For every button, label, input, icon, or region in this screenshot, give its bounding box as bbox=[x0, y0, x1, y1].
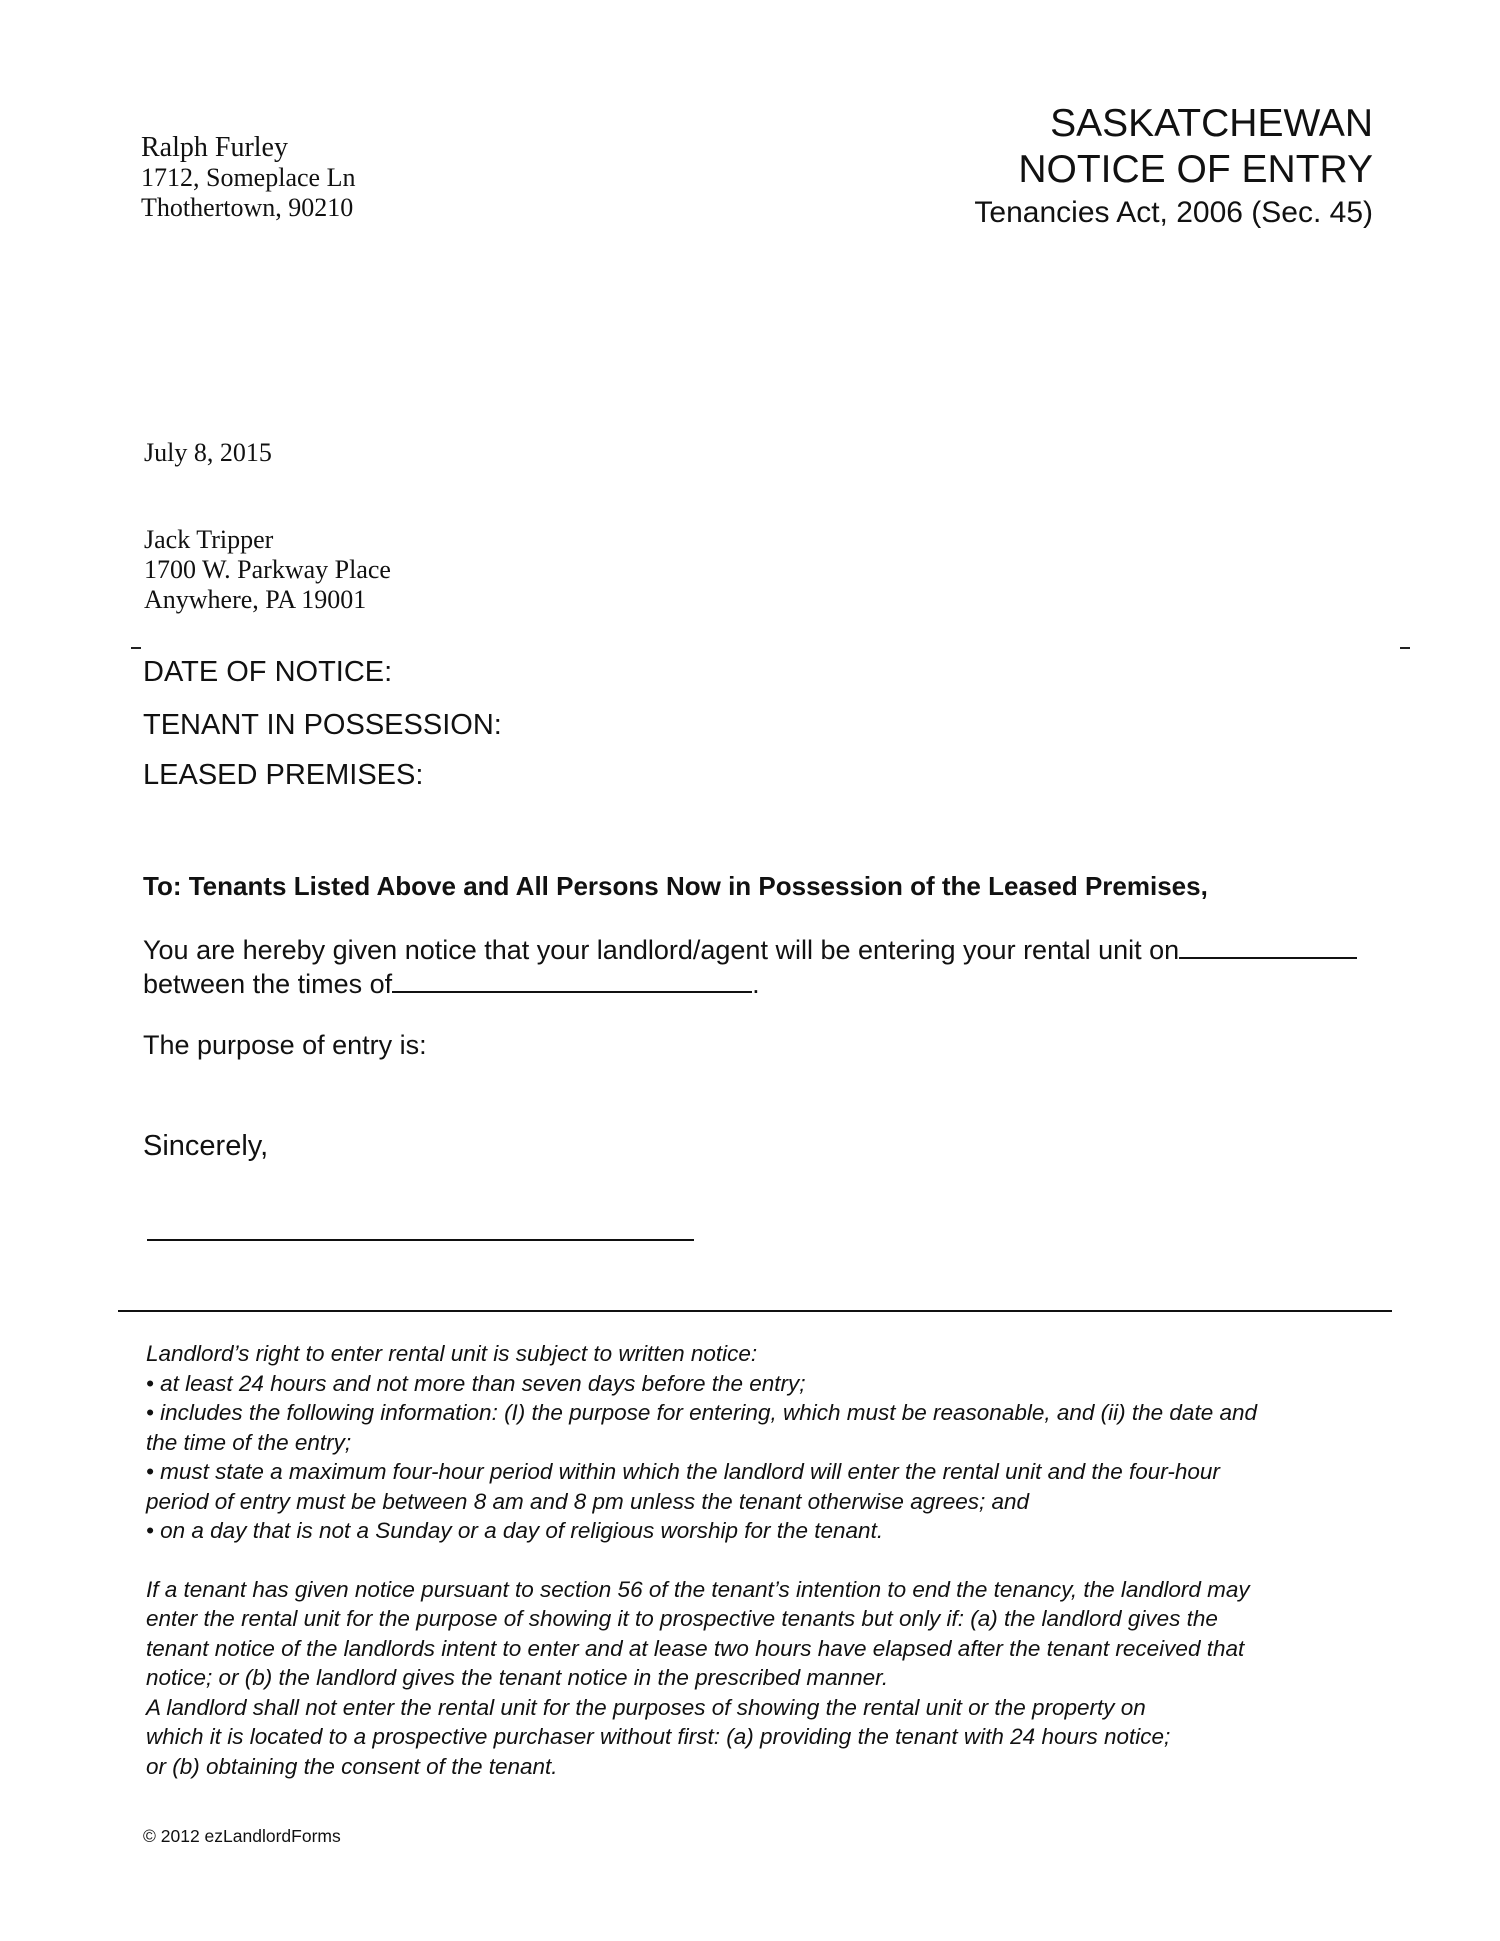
notes-line: Landlord’s right to enter rental unit is subject to written notice: bbox=[146, 1341, 758, 1366]
purpose-label: The purpose of entry is: bbox=[143, 1030, 427, 1060]
landlord-address bbox=[141, 133, 355, 223]
notes-line: tenant notice of the landlords intent to enter and at lease two hours have elapsed after the tenant received that bbox=[146, 1635, 1245, 1661]
entry-date-blank[interactable] bbox=[1179, 933, 1357, 959]
copyright-notice: © 2012 ezLandlordForms bbox=[143, 1826, 341, 1846]
form-title: NOTICE OF ENTRY bbox=[1018, 148, 1373, 191]
province-title: SASKATCHEWAN bbox=[1050, 102, 1373, 145]
notes-line: notice; or (b) the landlord gives the tenant notice in the prescribed manner. bbox=[146, 1665, 889, 1690]
notes-line: period of entry must be between 8 am and 8 pm unless the tenant otherwise agrees; and bbox=[146, 1488, 1030, 1514]
notice-body-line-2 bbox=[143, 967, 1363, 1001]
landlord-city: Thothertown, 90210 bbox=[141, 193, 354, 222]
tenant-city: Anywhere, PA 19001 bbox=[144, 585, 367, 614]
act-reference: Tenancies Act, 2006 (Sec. 45) bbox=[974, 196, 1373, 229]
signature-line[interactable] bbox=[147, 1239, 694, 1241]
date-of-notice-label: DATE OF NOTICE: bbox=[143, 656, 393, 688]
letter-date: July 8, 2015 bbox=[144, 438, 272, 467]
tenant-street: 1700 W. Parkway Place bbox=[144, 555, 391, 584]
notes-line: • must state a maximum four-hour period within which the landlord will enter the rental unit and the four-hour bbox=[146, 1459, 1220, 1484]
salutation: To: Tenants Listed Above and All Persons Now in Possession of the Leased Premises, bbox=[143, 871, 1208, 901]
tenant-in-possession-label: TENANT IN POSSESSION: bbox=[143, 709, 502, 741]
notes-line: the time of the entry; bbox=[146, 1429, 352, 1455]
notes-line: • on a day that is not a Sunday or a day of religious worship for the tenant. bbox=[146, 1518, 884, 1543]
form-header bbox=[974, 101, 1373, 233]
times-sentence: between the times of bbox=[143, 969, 393, 999]
times-sentence-end: . bbox=[752, 969, 760, 999]
notes-line: • at least 24 hours and not more than seven days before the entry; bbox=[146, 1370, 806, 1396]
landlord-name: Ralph Furley bbox=[141, 132, 288, 163]
closing: Sincerely, bbox=[143, 1130, 269, 1162]
notes-line: A landlord shall not enter the rental unit for the purposes of showing the rental unit or the property on bbox=[146, 1694, 1146, 1720]
notes-line: which it is located to a prospective purchaser without first: (a) providing the tenant with 24 hours notice; bbox=[146, 1724, 1171, 1749]
leased-premises-label: LEASED PREMISES: bbox=[143, 759, 424, 791]
notes-line: • includes the following information: (I) the purpose for entering, which must be reasonable, and (ii) the date and bbox=[146, 1400, 1258, 1425]
notes-line: enter the rental unit for the purpose of showing it to prospective tenants but only if: (a) the landlord gives the bbox=[146, 1606, 1218, 1631]
fold-mark-left bbox=[131, 647, 141, 649]
notes-spacer bbox=[146, 1546, 1396, 1575]
entry-times-blank[interactable] bbox=[392, 967, 752, 993]
legal-notes bbox=[146, 1339, 1396, 1781]
tenant-address bbox=[144, 525, 391, 615]
tenant-name: Jack Tripper bbox=[144, 525, 274, 554]
fold-mark-right bbox=[1400, 647, 1410, 649]
notice-body bbox=[143, 933, 1363, 1001]
notice-body-line-1 bbox=[143, 933, 1363, 967]
landlord-street: 1712, Someplace Ln bbox=[141, 163, 356, 192]
section-divider bbox=[118, 1310, 1392, 1312]
notes-line: or (b) obtaining the consent of the tenant. bbox=[146, 1753, 558, 1779]
notes-line: If a tenant has given notice pursuant to section 56 of the tenant’s intention to end the tenancy, the landlord may bbox=[146, 1576, 1250, 1602]
entry-sentence: You are hereby given notice that your landlord/agent will be entering your rental unit on bbox=[143, 935, 1180, 965]
